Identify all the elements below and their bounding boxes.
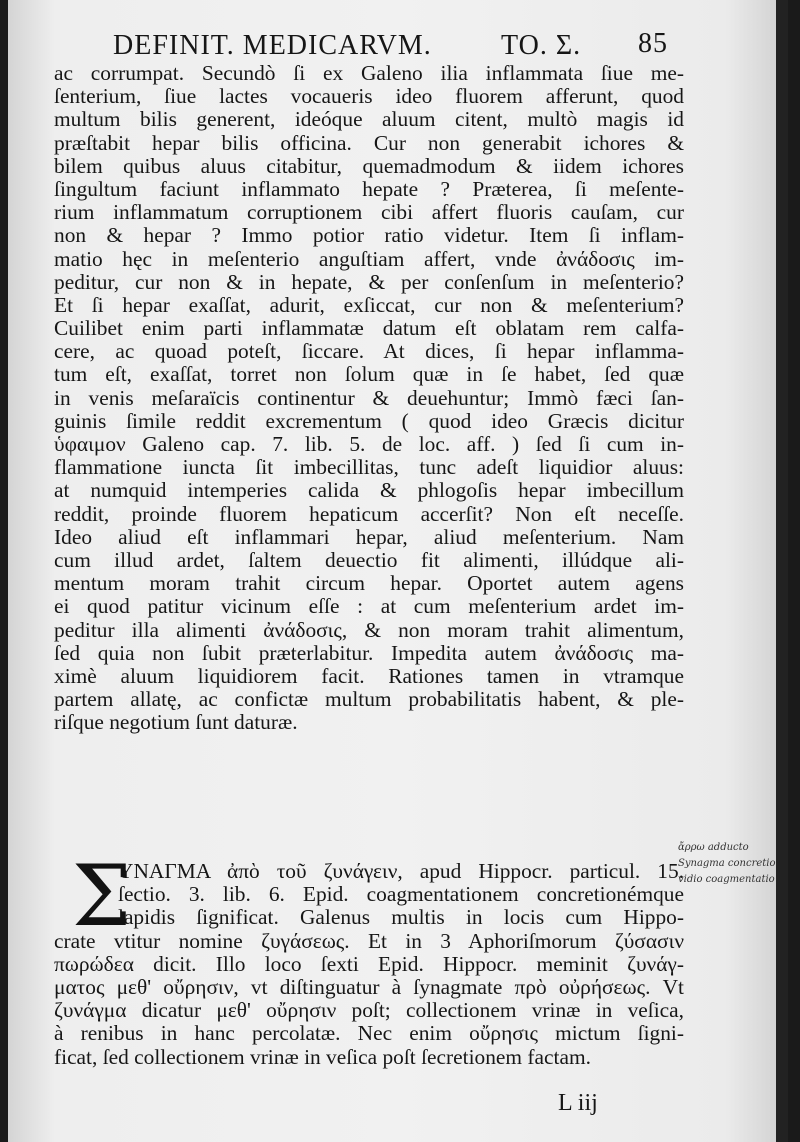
entry-text-line: à renibus in hanc percolatæ. Nec enim οὔρησις mictum ſigni- <box>54 1021 684 1046</box>
handwritten-margin-note <box>678 840 788 888</box>
header-letter: TO. Σ. <box>501 30 582 61</box>
page-edge-shadow <box>776 0 788 1142</box>
text-line: flammatione iuncta ſit imbecillitas, tunc adeſt liquidior aluus: <box>54 455 684 480</box>
entry-text-line: ματος μεθ' οὔρησιν, vt diſtinguatur à ſynagmate πρὸ οὐρήσεως. Vt <box>54 974 684 999</box>
text-line: ximè aluum liquidiorem facit. Rationes tamen in vtramque <box>54 663 684 688</box>
text-line: multum bilis generent, ideóque aluum citent, multò magis id <box>54 107 684 132</box>
entry-text-line: πωρώδεα dicit. Illo loco ſexti Epid. Hippocr. meminit ζυνάγ- <box>54 951 684 976</box>
text-line: præſtabit hepar bilis officina. Cur non generabit ichores & <box>54 130 684 155</box>
entry-text-line: lapidis ſignificat. Galenus multis in locis cum Hippo- <box>118 905 684 930</box>
text-line: cum illud ardet, ſaltem deuectio fit alimenti, illúdque ali- <box>54 547 684 572</box>
text-line: riſque negotium ſunt daturæ. <box>54 710 298 735</box>
text-line: ſingultum faciunt inflammato hepate ? Præterea, ſi meſente- <box>54 176 684 201</box>
entry-text-line: ficat, ſed collectionem vrinæ in veſica poſt ſecretionem factam. <box>54 1044 591 1069</box>
text-line: ei quod patitur vicinum eſſe : at cum meſenterium ardet im- <box>54 594 684 619</box>
entry-text-line: crate vtitur nomine ζυγάσεως. Et in 3 Aphoriſmorum ζύσασιν <box>54 928 684 953</box>
text-line: Et ſi hepar exaſſat, adurit, exſiccat, cur non & meſenterium? <box>54 292 684 317</box>
text-line: rium inflammatum corruptionem cibi affert fluoris cauſam, cur <box>54 200 684 225</box>
text-line: non & hepar ? Immo potior ratio videtur. Item ſi inflam- <box>54 223 684 248</box>
text-line: partem allatę, ac confictæ multum probabilitatis habent, & ple- <box>54 687 684 712</box>
entry-text-line: ζυνάγμα dicatur μεθ' οὔρησιν poſt; collectionem vrinæ in veſica, <box>54 998 684 1023</box>
text-line: at numquid intemperies calida & phlogoſis hepar imbecillum <box>54 478 684 503</box>
entry-text-line: ſectio. 3. lib. 6. Epid. coagmentationem concretionémque <box>118 882 684 907</box>
text-line: peditur, cur non & in hepate, & per conſenſum in meſenterio? <box>54 269 684 294</box>
text-line: Cuilibet enim parti inflammatæ datum eſt oblatam rem calfa- <box>54 316 684 341</box>
text-line: ſed quia non ſubit præterlabitur. Impedita autem ἀνάδοσις ma- <box>54 640 684 665</box>
text-line: bilem quibus aluus citabitur, quemadmodum & iidem ichores <box>54 153 684 178</box>
text-line: ſenterium, ſiue lactes vocaueris ideo fluorem afferunt, quod <box>54 84 684 109</box>
text-line: in venis meſaraïcis continentur & deuehuntur; Immò fæci ſan- <box>54 385 684 410</box>
signature-mark: L iij <box>558 1090 598 1116</box>
book-page <box>8 0 788 1142</box>
text-line: ac corrumpat. Secundò ſi ex Galeno ilia inflammata ſiue me- <box>54 61 684 85</box>
text-line: reddit, proinde fluorem hepaticum accerſit? Non eſt neceſſe. <box>54 501 684 526</box>
entry-synagma <box>54 847 684 1069</box>
header-title: DEFINIT. MEDICARVM. <box>113 30 432 61</box>
margin-note-line: vidio coagmentatio <box>678 874 775 885</box>
text-line: guinis ſimile reddit excrementum ( quod ideo Græcis dicitur <box>54 408 684 433</box>
margin-note-line: Synagma concretio <box>678 858 776 869</box>
text-line: tum eſt, exaſſat, torret non ſolum quæ in ſe habet, ſed quæ <box>54 362 684 387</box>
main-text-block <box>54 62 684 734</box>
text-line: ὑφαιμον Galeno cap. 7. lib. 5. de loc. aff. ) ſed ſi cum in- <box>54 432 684 456</box>
text-line: mentum moram trahit circum hepar. Oportet autem agens <box>54 571 684 596</box>
text-line: Ideo aliud eſt inflammari hepar, aliud meſenterium. Nam <box>54 524 684 549</box>
text-line: matio hęc in meſenterio anguſtiam affert, vnde ἀνάδοσις im- <box>54 246 684 271</box>
text-line: cere, ac quoad poteſt, ſiccare. At dices, ſi hepar inflamma- <box>54 339 684 364</box>
entry-text <box>54 860 684 1069</box>
page-number: 85 <box>638 28 668 59</box>
margin-note-line: ἄρρω adducto <box>678 842 749 853</box>
text-line: peditur illa alimenti ἀνάδοσις, & non moram trahit alimentum, <box>54 617 684 642</box>
drop-cap: Σ <box>72 847 132 945</box>
entry-text-line: ΥΝΑΓΜΑ ἀπὸ τοῦ ζυνάγειν, apud Hippocr. particul. 15. <box>118 859 684 883</box>
